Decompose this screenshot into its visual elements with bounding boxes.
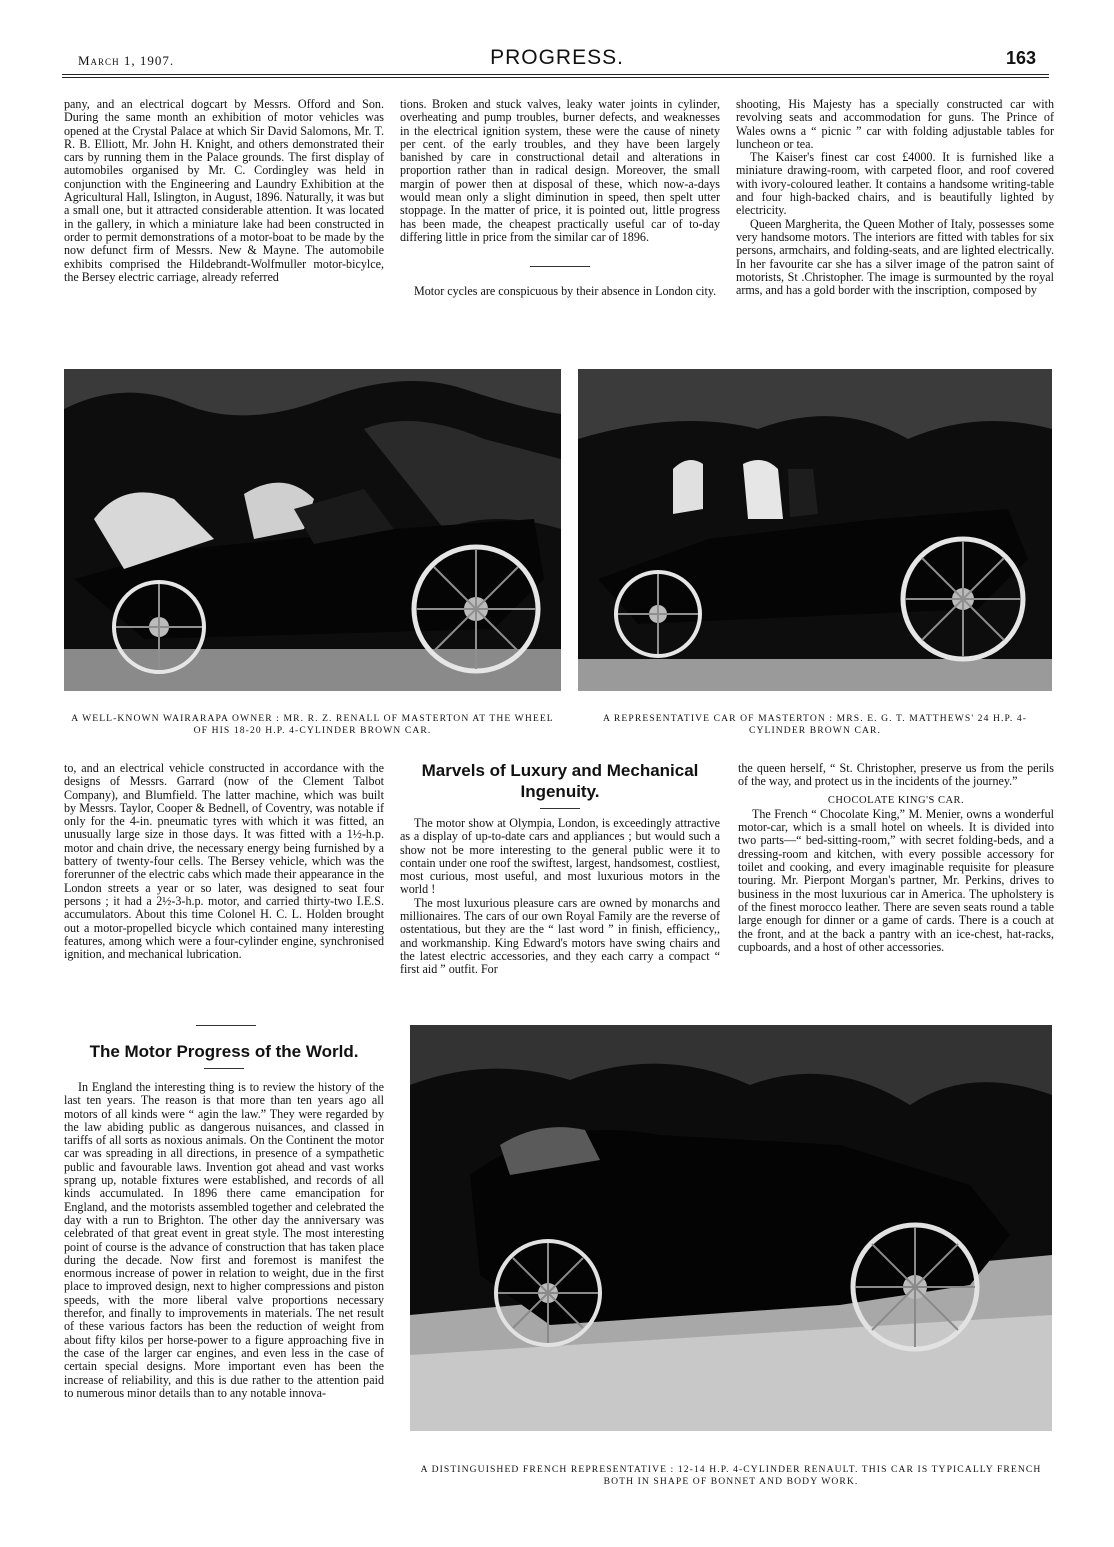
section-divider <box>530 266 590 267</box>
paragraph: the queen herself, “ St. Christopher, preserve us from the perils of the way, and protect us in the incidents of the journey.” <box>738 761 1054 789</box>
paragraph: The most luxurious pleasure cars are owned by monarchs and millionaires. The cars of our own Royal Family are the reverse of ostentatious, but they are the “ last word ” in finish, efficiency,, and workmanship. King Edward's motors have swing chairs and the latest electric accessories, and they each carry a compact “ first aid ” outfit. For <box>400 895 720 977</box>
photo-caption-matthews: A REPRESENTATIVE CAR OF MASTERTON : MRS. E. G. T. MATTHEWS' 24 H.P. 4-CYLINDER BROWN CAR. <box>602 713 1028 736</box>
paragraph: Queen Margherita, the Queen Mother of Italy, possesses some very handsome motors. The interiors are fitted with tables for six persons, armchairs, and folding-seats, and are lighted electrically. In her favourite car she has a silver image of the patron saint of motorists, St .Christopher. The image is surmounted by the royal arms, and has a gold border with the inscription, composed by <box>736 216 1054 298</box>
publication-title: PROGRESS. <box>490 46 624 69</box>
article-heading-luxury: Marvels of Luxury and Mechanical Ingenuity. <box>421 761 699 801</box>
middle-column-3 <box>738 762 1054 954</box>
section-divider <box>196 1025 256 1026</box>
middle-column-2 <box>400 760 720 977</box>
heading-divider <box>204 1068 244 1069</box>
bottom-column-1 <box>64 1041 384 1400</box>
paragraph: In England the interesting thing is to review the history of the last ten years. The reason is that more than ten years ago all motors of all kinds were “ agin the law.” They were regarded by the law abiding public as dangerous nuisances, and classed in tariffs of all sorts as noxious animals. On the Continent the motor car was spreading in all directions, in presence of a sympathetic public and favourable laws. Invention got ahead and vast works sprang up, notable fixtures were established, and records of all kinds accumulated. In 1896 there came emancipation for England, and the motorists assembled together and celebrated the day with a run to Brighton. The other day the anniversary was celebrated of that great event in great style. The most interesting point of course is the advance of construction that has taken place during the decade. Now first and foremost is manifest the enormous increase of power in relation to weight, due in the first place to improved design, next to higher compressions and piston speeds, with the more liberal valve proportions necessary therefor, and finally to improvements in materials. The net result of these various factors has been the reduction of weight from about fifty kilos per horse-power to a figure approaching five in the case of the larger car engines, and even less in the case of certain special designs. More important even has been the increase of reliability, and this is due rather to the attention paid to numerous minor details than to any notable innova- <box>64 1080 384 1400</box>
top-column-3 <box>736 98 1054 297</box>
header-rule <box>62 74 1049 75</box>
issue-date: March 1, 1907. <box>78 53 175 68</box>
paragraph: The French “ Chocolate King,” M. Menier, owns a wonderful motor-car, which is a small hotel on wheels. It is divided into two parts—“ bed-sitting-room,” with secret folding-beds, and a dressing-room and kitchen, with every possible accessory for toilet and cooking, and every imaginable requisite for pleasure touring. Mr. Pierpont Morgan's partner, Mr. Perkins, drives to business in the most luxurious car in America. The upholstery is of the finest morocco leather. There are seven seats round a table large enough for dinner or a game of cards. There is a couch at the front, and at the back a pantry with an ice-chest, hat-racks, cupboards, and a host of other accessories. <box>738 806 1054 954</box>
paragraph: The Kaiser's finest car cost £4000. It is furnished like a miniature drawing-room, with carpeted floor, and roof covered with ivory-coloured leather. It contains a handsome writing-table and four high-backed chairs, and is beautifully lighted by electricity. <box>736 150 1054 218</box>
paragraph: tions. Broken and stuck valves, leaky water joints in cylinder, overheating and pump troubles, burner defects, and weaknesses in the electrical ignition system, these were the cause of ninety per cent. of the early troubles, and they have been largely banished by care in constructional detail and alterations in proportion rather than in radical design. Moreover, the small margin of power then at disposal of these, which now-a-days would mean only a slight diminution in speed, then spelt utter stoppage. In the matter of price, it is pointed out, little progress has been made, the cheapest practically useful car of to-day differing little in price from the similar car of 1896. <box>400 97 720 244</box>
heading-divider <box>540 808 580 809</box>
subheading-chocolate-king: CHOCOLATE KING'S CAR. <box>827 794 965 806</box>
photo-caption-renault: A DISTINGUISHED FRENCH REPRESENTATIVE : 12-14 H.P. 4-CYLINDER RENAULT. THIS CAR IS TYPICALLY FRENCH BOTH IN SHAPE OF BONNET AND BODY WORK. <box>420 1464 1042 1487</box>
top-column-1 <box>64 98 384 284</box>
photo-renall-car <box>64 369 561 691</box>
photo-caption-renall: A WELL-KNOWN WAIRARAPA OWNER : MR. R. Z. RENALL OF MASTERTON AT THE WHEEL OF HIS 18-20 H.P. 4-CYLINDER BROWN CAR. <box>71 713 554 736</box>
top-column-2 <box>400 98 720 299</box>
header-rule-double <box>62 77 1049 78</box>
page-number: 163 <box>1006 48 1037 68</box>
paragraph: to, and an electrical vehicle constructed in accordance with the designs of Messrs. Garrard (now of the Clement Talbot Company), and Blumfield. The latter machine, which was built by Messrs. Taylor, Cooper & Bednell, of Coventry, was notable if only for the 4-in. pneumatic tyres with which it was fitted, an unusually large size in those days. It was fitted with a 1½-h.p. motor and chain drive, the necessary energy being furnished by a battery of twenty-four cells. The Bersey vehicle, which was the forerunner of the electric cabs which made their appearance in the London streets a year or so later, was designed to seat four persons ; it had a 2½-3-h.p. motor, and carried thirty-two I.E.S. accumulators. About this time Colonel H. C. L. Holden brought out a motor-propelled bicycle which contained many interesting features, among which were a four-cylinder engine, synchronised ignition, and mechanical lubrication. <box>64 761 384 962</box>
paragraph: Motor cycles are conspicuous by their absence in London city. <box>414 284 717 299</box>
paragraph: shooting, His Majesty has a specially constructed car with revolving seats and accommodation for guns. The Prince of Wales owns a “ picnic ” car with folding adjustable tables for luncheon or tea. <box>736 97 1054 151</box>
photo-matthews-car <box>578 369 1052 691</box>
article-heading-progress: The Motor Progress of the World. <box>89 1042 359 1061</box>
photo-renault-car <box>410 1025 1052 1431</box>
paragraph: pany, and an electrical dogcart by Messrs. Offord and Son. During the same month an exhibition of motor vehicles was opened at the Crystal Palace at which Sir David Salomons, Mr. T. R. B. Elliott, Mr. John H. Knight, and others demonstrated their cars by running them in the Palace grounds. The first display of automobiles organised by Mr. C. Cordingley was held in conjunction with the Engineering and Laundry Exhibition at the Agricultural Hall, Islington, in August, 1896. Naturally, it was but a small one, but it attracted considerable attention. It was located in the gallery, in which a miniature lake had been constructed in order to permit demonstrations of a motor-boat to be made by the now defunct firm of Messrs. New & Mayne. The automobile exhibits comprised the Hildebrandt-Wolfmuller motor-bicylce, the Bersey electric carriage, already referred <box>64 97 384 284</box>
paragraph: The motor show at Olympia, London, is exceedingly attractive as a display of up-to-date cars and appliances ; but would such a show not be more interesting to the general public were it to contain under one roof the swiftest, largest, handsomest, costliest, most curious, most useful, and most luxurious motors in the world ! <box>400 816 720 897</box>
middle-column-1 <box>64 762 384 961</box>
